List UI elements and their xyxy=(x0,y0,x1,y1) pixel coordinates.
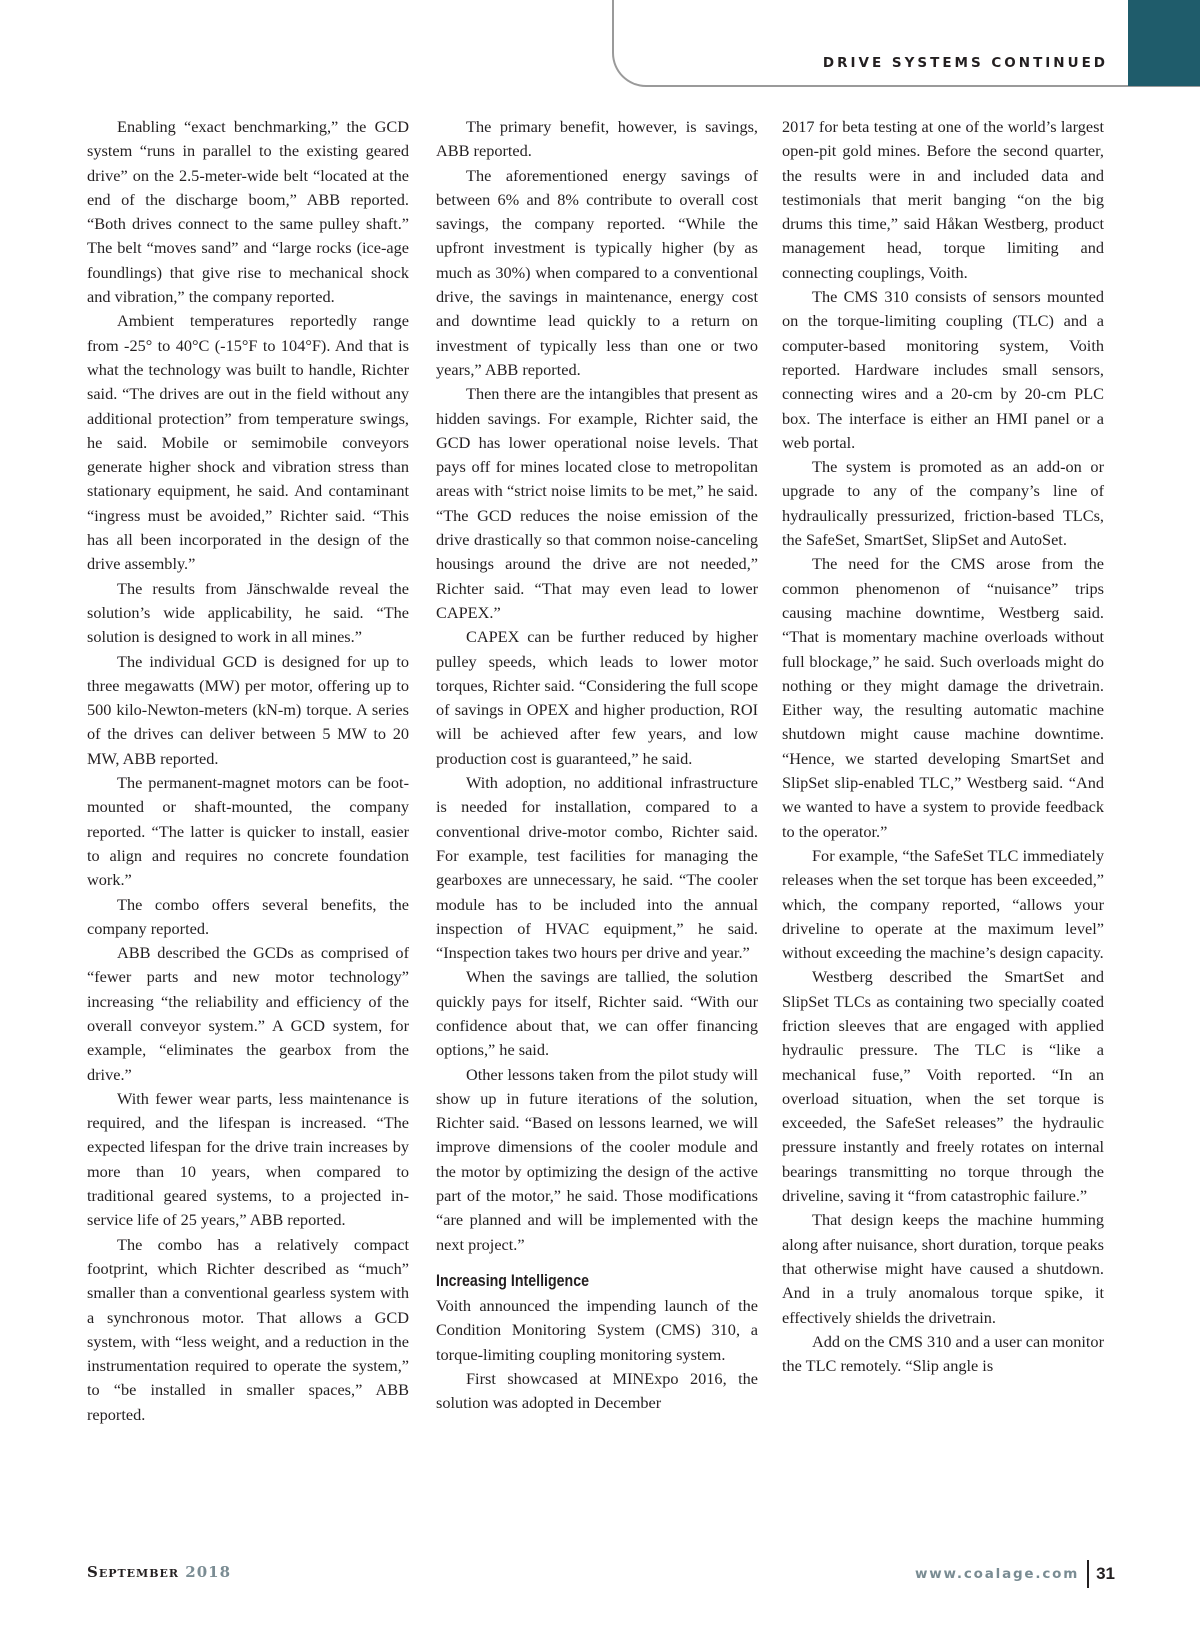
page-number: 31 xyxy=(1096,1564,1115,1583)
paragraph: The aforementioned energy savings of between 6% and 8% contribute to overall cost savings, the company reported. “While the upfront investment is typically higher (by as much as 30%) when compared to a conventional drive, the savings in maintenance, energy cost and downtime lead quickly to a return on investment of typically less than one or two years,” ABB reported. xyxy=(436,165,758,379)
paragraph: When the savings are tallied, the solution quickly pays for itself, Richter said. “With our confidence about that, we can offer financing options,” he said. xyxy=(436,967,758,1060)
paragraph: For example, “the SafeSet TLC immediately releases when the set torque has been exceeded,” which, the company reported, “allows your driveline to operate at the maximum level” without exceeding the machine’s design capacity. xyxy=(782,845,1104,963)
paragraph: The CMS 310 consists of sensors mounted on the torque-limiting coupling (TLC) and a computer-based monitoring system, Voith reported. Hardware includes small sensors, connecting wires and a 20-cm by 20-cm PLC box. The interface is either an HMI panel or a web portal. xyxy=(782,287,1104,452)
issue-month: September xyxy=(87,1563,180,1581)
paragraph: CAPEX can be further reduced by higher pulley speeds, which leads to lower motor torques, Richter said. “Considering the full scope of savings in OPEX and higher production, ROI will be achieved after few years, and low production cost is guaranteed,” he said. xyxy=(436,627,758,768)
paragraph: ABB described the GCDs as comprised of “fewer parts and new motor technology” increasing “the reliability and efficiency of the overall conveyor system.” A GCD system, for example, “eliminates the gearbox from the drive.” xyxy=(87,943,409,1084)
header-accent-block xyxy=(1128,0,1200,86)
issue-year: 2018 xyxy=(185,1563,232,1581)
article-column-3 xyxy=(782,115,1104,1378)
header-curve-border xyxy=(612,0,1200,87)
article-column-1 xyxy=(87,115,409,1427)
subheading: Increasing Intelligence xyxy=(436,1271,589,1290)
section-title: DRIVE SYSTEMS CONTINUED xyxy=(822,55,1108,71)
paragraph: First showcased at MINExpo 2016, the solution was adopted in December xyxy=(436,1368,758,1413)
paragraph: Add on the CMS 310 and a user can monitor the TLC remotely. “Slip angle is xyxy=(782,1331,1104,1376)
paragraph: The permanent-magnet motors can be foot-mounted or shaft-mounted, the company reported. “The latter is quicker to install, easier to align and requires no concrete foundation work.” xyxy=(87,773,409,890)
paragraph: That design keeps the machine humming along after nuisance, short duration, torque peaks that otherwise might have caused a shutdown. And in a truly anomalous torque spike, it effectively shields the drivetrain. xyxy=(782,1210,1104,1327)
paragraph: Ambient temperatures reportedly range from -25° to 40°C (-15°F to 104°F). And that is what the technology was built to handle, Richter said. “The drives are out in the field without any additional protection” from temperature swings, he said. Mobile or semimobile conveyors generate higher shock and vibration stress than stationary equipment, he said. And contaminant “ingress must be avoided,” Richter said. “This has all been incorporated in the design of the drive assembly.” xyxy=(87,311,409,574)
issue-date xyxy=(87,1563,231,1581)
footer-right xyxy=(915,1560,1115,1588)
paragraph: Voith announced the impending launch of the Condition Monitoring System (CMS) 310, a torque-limiting coupling monitoring system. xyxy=(436,1295,758,1364)
paragraph: The primary benefit, however, is savings, ABB reported. xyxy=(436,117,758,161)
paragraph: Other lessons taken from the pilot study will show up in future iterations of the solution, Richter said. “Based on lessons learned, we will improve dimensions of the cooler module and the motor by optimizing the design of the active part of the motor,” he said. Those modifications “are planned and will be implemented with the next project.” xyxy=(436,1064,758,1254)
paragraph: Westberg described the SmartSet and SlipSet TLCs as containing two specially coated friction sleeves that are engaged with applied hydraulic pressure. The TLC is “like a mechanical fuse,” Voith reported. “In an overload situation, when the set torque is exceeded, the SafeSet releases” the hydraulic pressure instantly and freely rotates on internal bearings transmitting no torque through the driveline, saving it “from catastrophic failure.” xyxy=(782,967,1104,1206)
paragraph: The results from Jänschwalde reveal the solution’s wide applicability, he said. “The solution is designed to work in all mines.” xyxy=(87,578,409,647)
paragraph: The system is promoted as an add-on or upgrade to any of the company’s line of hydraulically pressurized, friction-based TLCs, the SafeSet, SmartSet, SlipSet and AutoSet. xyxy=(782,457,1104,550)
paragraph: The combo offers several benefits, the company reported. xyxy=(87,894,409,938)
paragraph: With adoption, no additional infrastructure is needed for installation, compared to a conventional drive-motor combo, Richter said. For example, test facilities for managing the gearboxes are unnecessary, he said. “The cooler module has to be included into the annual inspection of HVAC equipment,” he said. “Inspection takes two hours per drive and year.” xyxy=(436,773,758,963)
website-link[interactable]: www.coalage.com xyxy=(914,1566,1080,1582)
article-column-2 xyxy=(436,115,758,1415)
paragraph: 2017 for beta testing at one of the world’s largest open-pit gold mines. Before the second quarter, the results were in and included data and testimonials that merit banging “on the big drums this time,” said Håkan Westberg, product management head, torque limiting and connecting couplings, Voith. xyxy=(782,117,1104,282)
paragraph: With fewer wear parts, less maintenance is required, and the lifespan is increased. “The expected lifespan for the drive train increases by more than 10 years, when compared to traditional geared systems, to a projected in-service life of 25 years,” ABB reported. xyxy=(87,1088,409,1230)
paragraph: Enabling “exact benchmarking,” the GCD system “runs in parallel to the existing geared drive” on the 2.5-meter-wide belt “located at the end of the discharge boom,” ABB reported. “Both drives connect to the same pulley shaft.” The belt “moves sand” and “large rocks (ice-age foundlings) that give rise to mechanical shock and vibration,” the company reported. xyxy=(87,117,409,307)
paragraph: The individual GCD is designed for up to three megawatts (MW) per motor, offering up to 500 kilo-Newton-meters (kN-m) torque. A series of the drives can deliver between 5 MW to 20 MW, ABB reported. xyxy=(87,651,409,768)
paragraph: The need for the CMS arose from the common phenomenon of “nuisance” trips causing machine downtime, Westberg said. “That is momentary machine overloads without full blockage,” he said. Such overloads might do nothing or they might damage the drivetrain. Either way, the resulting automatic machine shutdown might cause machine downtime. “Hence, we started developing SmartSet and SlipSet slip-enabled TLC,” Westberg said. “And we wanted to have a system to provide feedback to the operator.” xyxy=(782,554,1104,841)
paragraph: Then there are the intangibles that present as hidden savings. For example, Richter said, the GCD has lower operational noise levels. That pays off for mines located close to metropolitan areas with “strict noise limits to be met,” he said. “The GCD reduces the noise emission of the drive drastically so that common noise-canceling housings around the drive are not needed,” Richter said. “That may even lead to lower CAPEX.” xyxy=(436,384,758,622)
paragraph: The combo has a relatively compact footprint, which Richter described as “much” smaller than a conventional gearless system with a synchronous motor. That allows a GCD system, with “less weight, and a reduction in the instrumentation required to operate the system,” to “be installed in smaller spaces,” ABB reported. xyxy=(87,1234,409,1424)
